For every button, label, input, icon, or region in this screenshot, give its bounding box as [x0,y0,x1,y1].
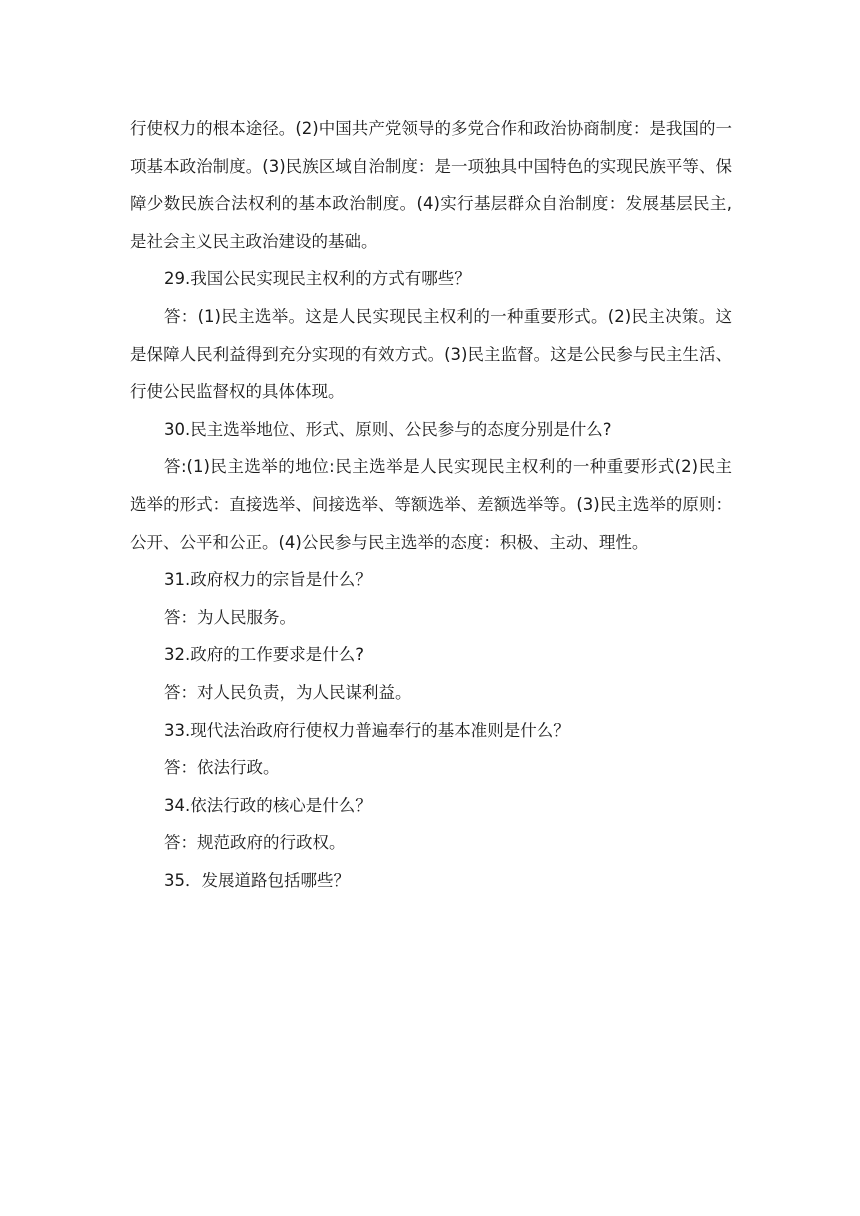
answer-34: 答：规范政府的行政权。 [164,833,346,853]
question-31: 31.政府权力的宗旨是什么？ [164,570,372,590]
answer-30: 答:(1)民主选举的地位:民主选举是人民实现民主权利的一种重要形式(2)民主选举的形式：直接选举、间接选举、等额选举、差额选举等。(3)民主选举的原则：公开、公平和公正。(4)公民参与民主选举的态度：积极、主动、理性。 [130,457,732,552]
question-35: 35．发展道路包括哪些？ [164,870,350,890]
answer-29: 答：(1)民主选举。这是人民实现民主权利的一种重要形式。(2)民主决策。这是保障人民利益得到充分实现的有效方式。(3)民主监督。这是公民参与民主生活、行使公民监督权的具体体现。 [130,306,732,402]
question-33: 33.现代法治政府行使权力普遍奉行的基本准则是什么？ [164,720,570,740]
question-30: 30.民主选举地位、形式、原则、公民参与的态度分别是什么? [164,419,612,439]
question-34: 34.依法行政的核心是什么？ [164,795,372,815]
continuation-paragraph: 行使权力的根本途径。(2)中国共产党领导的多党合作和政治协商制度：是我国的一项基本政治制度。(3)民族区域自治制度：是一项独具中国特色的实现民族平等、保障少数民族合法权利的基本政治制度。(4)实行基层群众自治制度：发展基层民主,是社会主义民主政治建设的基础。 [130,119,732,251]
document-body [130,110,732,899]
question-32: 32.政府的工作要求是什么? [164,645,364,665]
answer-31: 答：为人民服务。 [164,607,296,627]
answer-32: 答：对人民负责，为人民谋利益。 [164,682,412,702]
question-29: 29.我国公民实现民主权利的方式有哪些？ [164,269,471,289]
answer-33: 答：依法行政。 [164,758,280,778]
